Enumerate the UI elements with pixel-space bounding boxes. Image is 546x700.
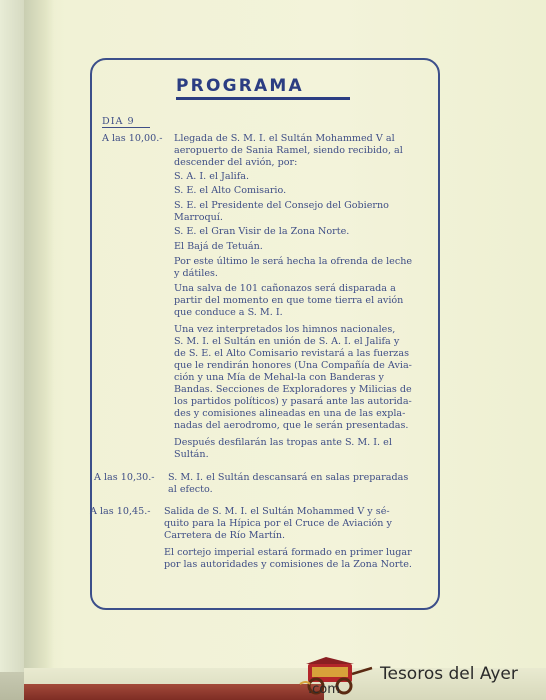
entry-line: des y comisiones alineadas en una de las expla- — [174, 408, 406, 419]
entry-line: S. E. el Alto Comisario. — [174, 185, 287, 196]
book-gutter — [24, 0, 54, 700]
entry-line: Después desfilarán las tropas ante S. M. I. el — [174, 437, 392, 448]
day-heading: DIA 9 — [102, 116, 135, 127]
entry-line: Llegada de S. M. I. el Sultán Mohammed V al — [174, 133, 395, 144]
entry-time: A las 10,30.- — [94, 472, 155, 483]
entry-line: descender del avión, por: — [174, 157, 298, 168]
entry-line: de S. E. el Alto Comisario revistará a las fuerzas — [174, 348, 410, 359]
left-page-edge — [0, 0, 24, 700]
watermark-brand: Tesoros del Ayer — [380, 664, 518, 684]
entry-line: S. E. el Gran Visir de la Zona Norte. — [174, 226, 350, 237]
entry-time: A las 10,00.- — [102, 133, 163, 144]
page-title: PROGRAMA — [176, 76, 304, 96]
entry-line: nadas del aerodromo, que le serán presentadas. — [174, 420, 409, 431]
entry-line: y dátiles. — [174, 268, 218, 279]
entry-line: Sultán. — [174, 449, 209, 460]
entry-line: S. M. I. el Sultán descansará en salas preparadas — [168, 472, 409, 483]
entry-line: partir del momento en que tome tierra el avión — [174, 295, 404, 306]
entry-line: quito para la Hípica por el Cruce de Aviación y — [164, 518, 392, 529]
entry-line: S. A. I. el Jalifa. — [174, 171, 250, 182]
entry-line: Carretera de Río Martín. — [164, 530, 286, 541]
watermark-domain: .com — [308, 682, 340, 697]
entry-line: que le rendirán honores (Una Compañía de Avia- — [174, 360, 412, 371]
entry-line: por las autoridades y comisiones de la Zona Norte. — [164, 559, 412, 570]
entry-line: ción y una Mía de Mehal-la con Banderas y — [174, 372, 384, 383]
entry-line: Una salva de 101 cañonazos será disparada a — [174, 283, 396, 294]
entry-line: S. E. el Presidente del Consejo del Gobierno — [174, 200, 389, 211]
day-heading-underline — [102, 127, 150, 128]
title-underline — [176, 97, 350, 100]
entry-line: Una vez interpretados los himnos nacionales, — [174, 324, 396, 335]
entry-time: A las 10,45.- — [90, 506, 151, 517]
entry-line: El cortejo imperial estará formado en primer lugar — [164, 547, 412, 558]
entry-line: Por este último le será hecha la ofrenda de leche — [174, 256, 413, 267]
entry-line: Bandas. Secciones de Exploradores y Milicias de — [174, 384, 412, 395]
book-cover-edge — [24, 684, 324, 700]
entry-line: Marroquí. — [174, 212, 223, 223]
entry-line: Salida de S. M. I. el Sultán Mohammed V y sé- — [164, 506, 390, 517]
entry-line: al efecto. — [168, 484, 213, 495]
entry-line: aeropuerto de Sania Ramel, siendo recibido, al — [174, 145, 403, 156]
entry-line: S. M. I. el Sultán en unión de S. A. I. el Jalifa y — [174, 336, 400, 347]
entry-line: que conduce a S. M. I. — [174, 307, 283, 318]
entry-line: los partidos políticos) y pasará ante las autorida- — [174, 396, 412, 407]
entry-line: El Bajá de Tetuán. — [174, 241, 263, 252]
